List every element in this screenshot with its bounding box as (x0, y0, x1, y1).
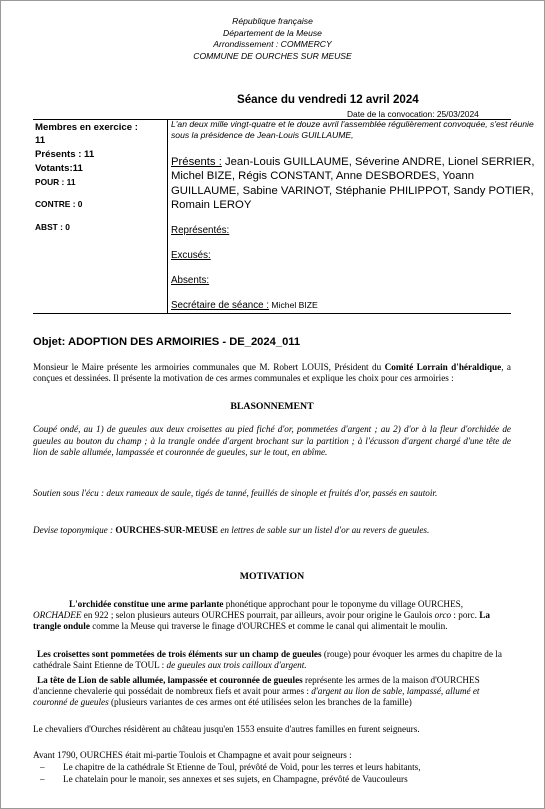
motivation-m3 (33, 675, 511, 709)
m3-bold-a: La tête de Lion de sable allumée, lampassée et couronnée de gueules (37, 675, 303, 685)
bullet-dash: – (40, 773, 45, 784)
m3-text-d: (plusieurs variantes de ces armes ont été utilisées selon les branches de la famille) (108, 697, 412, 708)
devise-label: Devise toponymique : (33, 525, 116, 535)
seance-intro: L'an deux mille vingt-quatre et le douze avril l'assemblée régulièrement convoquée, s'est réunie sous la présidence de Jean-Louis GUILLAUME, (171, 119, 534, 140)
absents-label: Absents: (171, 275, 210, 286)
m3-italic-c: d'argent au lion de sable, lampassé, allumé et couronné de gueules (33, 686, 480, 708)
m2-text-b: (rouge) pour évoquer les armes du chapitre de la cathédrale Saint Etienne de TOUL : (33, 649, 502, 671)
header-line-departement: Département de la Meuse (223, 27, 322, 38)
representes-label: Représentés: (171, 225, 230, 236)
motivation-m4: Le chevaliers d'Ourches résidèrent au château jusqu'en 1553 ensuite d'autres familles en furent seigneurs. (33, 724, 420, 734)
abst-count: ABST : 0 (35, 222, 70, 232)
devise-name: OURCHES-SUR-MEUSE (115, 525, 219, 535)
devise-description: en lettres de sable sur un listel d'or au revers de gueules. (218, 525, 430, 535)
presents-block (171, 155, 541, 212)
bullet-dash: – (40, 762, 45, 772)
p1-comite: Comité Lorrain d'héraldique (384, 362, 502, 372)
motivation-title: MOTIVATION (239, 571, 305, 582)
header-rule-bottom (33, 313, 511, 314)
m2-bold-a: Les croisettes sont pommetées de trois éléments sur un champ de gueules (37, 649, 322, 659)
motivation-m2 (33, 649, 511, 671)
presents-label: Présents : (171, 156, 222, 168)
motivation-m5: Avant 1790, OURCHES était mi-partie Toulois et Champagne et avait pour seigneurs : (33, 750, 352, 760)
m1-orchadee: ORCHADEE (33, 610, 82, 621)
membres-value: 11 (35, 135, 46, 146)
votants-count: Votants:11 (35, 163, 83, 174)
blasonnement-title: BLASONNEMENT (230, 401, 314, 412)
seance-title: Séance du vendredi 12 avril 2024 (237, 93, 419, 106)
list-item (33, 762, 511, 774)
commune-header (1, 16, 544, 62)
secretaire-name: Michel BIZE (269, 300, 318, 310)
m1-text-h: comme la Meuse qui traverse le finage d'OURCHES et comme le canal qui alimentait le moulin. (89, 621, 448, 632)
p1-text-a: Monsieur le Maire présente les armoiries communales que M. Robert LOUIS, Président du (33, 362, 385, 372)
seigneurs-list (33, 762, 511, 785)
m1-trangle: La trangle ondule (33, 610, 490, 632)
m1-text-d: en 922 ; selon plusieurs auteurs OURCHES pourrait, par ailleurs, avoir pour origine le Gaulois (81, 610, 435, 621)
blason-text: Coupé ondé, au 1) de gueules aux deux croisettes au pied fiché d'or, pommetées d'argent ; au 2) d'or à la fleur d'orchidée de gueules au bouton du champ ; à la trangle ondée d'argent brochant sur la partition ; à l'écusson d'argent chargé d'une tête de lion de sable allumée, lampassée et couronnée de gueules, sur le tout, en abîme. (33, 424, 511, 457)
soutien-text: Soutien sous l'écu : deux rameaux de saule, tigés de tanné, feuillés de sinople et fruités d'or, passés en sautoir. (33, 488, 438, 498)
m2-italic-c: de gueules aux trois cailloux d'argent. (166, 660, 307, 671)
header-line-arrondissement: Arrondissement : COMMERCY (213, 39, 332, 49)
p1-text-c: , a conçues et dessinées. Il présente la motivation de ces armes communales et explique les choix pour ces armoiries : (33, 362, 511, 384)
excuses-label: Excusés: (171, 250, 211, 261)
list-item (33, 774, 511, 786)
maire-presentation (33, 362, 511, 385)
date-convocation: Date de la convocation: 25/03/2024 (347, 109, 479, 119)
header-line-commune: COMMUNE DE OURCHES SUR MEUSE (193, 50, 352, 61)
m1-bold-a: L'orchidée constitue une arme parlante (69, 599, 224, 609)
m1-text-f: : porc. (451, 610, 480, 621)
devise-text (33, 525, 511, 536)
membres-label: Membres en exercice : (35, 122, 138, 133)
column-divider (167, 119, 168, 313)
secretaire-label: Secrétaire de séance : (171, 300, 270, 311)
pour-count: POUR : 11 (35, 177, 76, 187)
motivation-m1 (33, 599, 511, 633)
m1-text-b: phonétique approchant pour le toponyme du village OURCHES, (223, 599, 464, 609)
secretaire-line (171, 300, 318, 311)
m3-text-b: représente les armes de la maison d'OURCHES d'ancienne chevalerie qui possédait de nombreux fiefs et avait pour armes : (33, 675, 480, 697)
list-item-text: Le chatelain pour le manoir, ses annexes et ses sujets, en Champagne, prévôté de Vaucouleurs (63, 773, 408, 784)
m1-orco: orco (434, 610, 452, 621)
presents-names: Jean-Louis GUILLAUME, Séverine ANDRE, Lionel SERRIER, Michel BIZE, Régis CONSTANT, Anne DESBORDES, Yoann GUILLAUME, Sabine VARINOT, Stéphanie PHILIPPOT, Sandy POTIER, Romain LEROY (171, 156, 535, 211)
presents-count: Présents : 11 (35, 149, 95, 160)
header-line-republique: République française (232, 16, 313, 26)
list-item-text: Le chapitre de la cathédrale St Etienne de Toul, prévôté de Void, pour les terres et leurs habitants, (63, 762, 421, 772)
contre-count: CONTRE : 0 (35, 199, 83, 209)
objet-title: Objet: ADOPTION DES ARMOIRIES - DE_2024_011 (33, 336, 301, 348)
